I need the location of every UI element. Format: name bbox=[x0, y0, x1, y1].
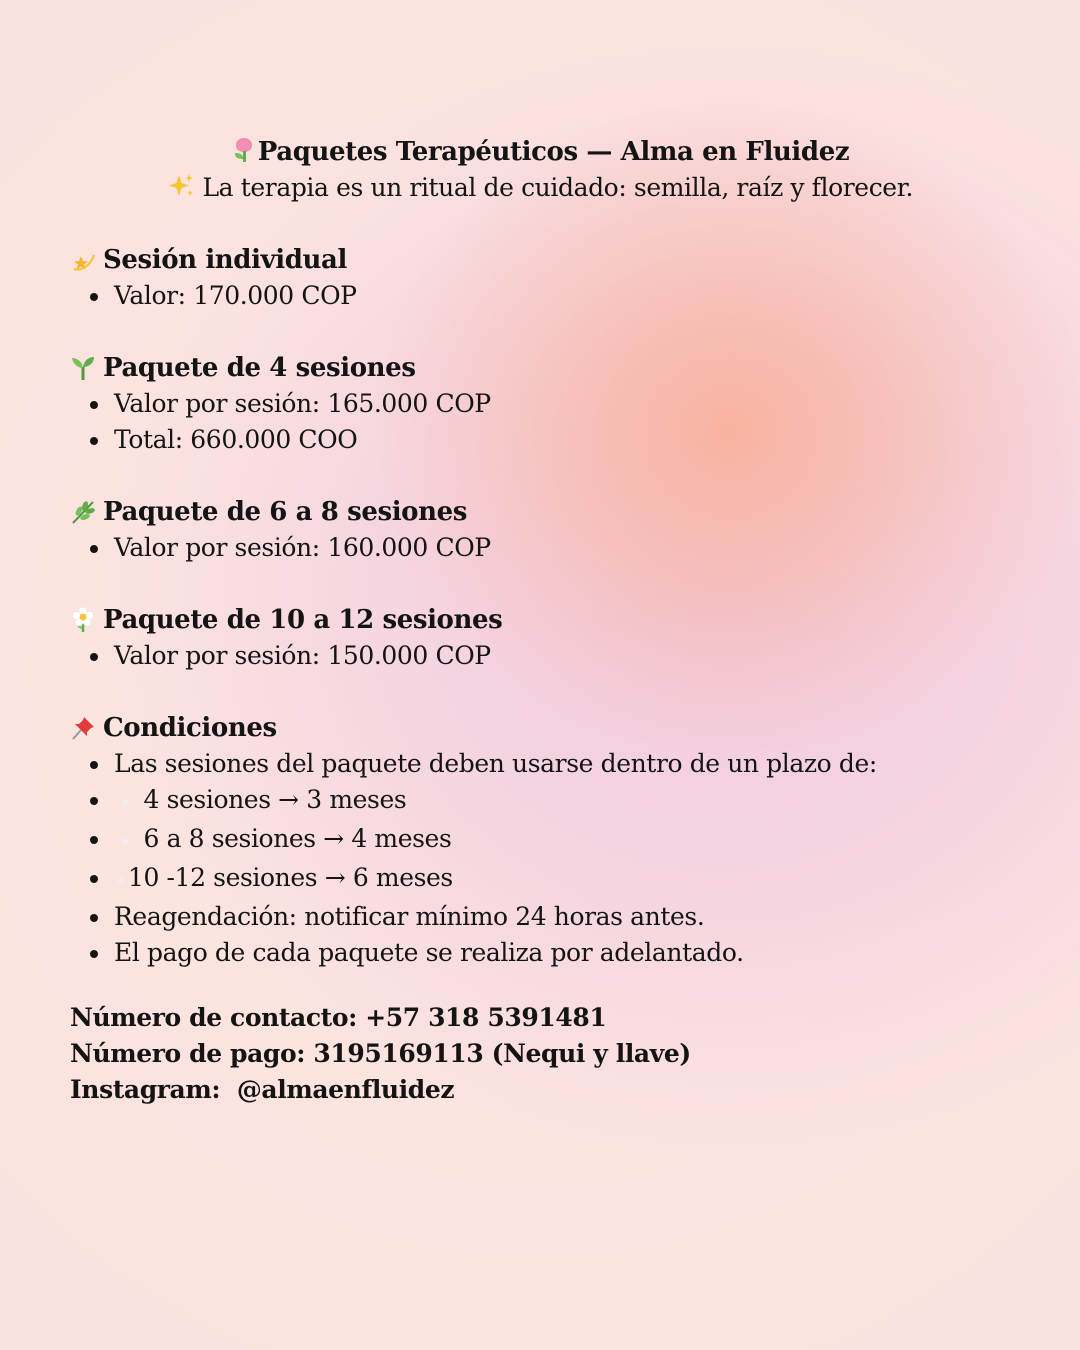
list-item: Valor por sesión: 165.000 COP bbox=[70, 386, 1030, 422]
section-list bbox=[70, 746, 1030, 971]
section-title: Paquete de 10 a 12 sesiones bbox=[70, 602, 1030, 638]
section-4-sessions bbox=[70, 350, 1030, 458]
section-list bbox=[70, 386, 1030, 458]
section-6-8-sessions bbox=[70, 494, 1030, 566]
tulip-icon bbox=[231, 137, 257, 163]
seedling-icon bbox=[70, 355, 96, 381]
sparkle-icon: ✦ bbox=[118, 832, 132, 851]
page-title: Paquetes Terapéuticos — Alma en Fluidez bbox=[0, 134, 1080, 170]
instagram-handle: Instagram: @almaenfluidez bbox=[70, 1075, 455, 1104]
pushpin-icon bbox=[70, 715, 96, 741]
contact-info bbox=[70, 1000, 1030, 1108]
sparkle-icon: ✦ bbox=[118, 793, 132, 812]
header bbox=[0, 134, 1080, 206]
list-item: Valor: 170.000 COP bbox=[70, 278, 1030, 314]
list-item: Las sesiones del paquete deben usarse dentro de un plazo de: bbox=[70, 746, 1030, 782]
section-individual bbox=[70, 242, 1030, 314]
payment-number: Número de pago: 3195169113 (Nequi y llave) bbox=[70, 1039, 691, 1068]
list-item: Reagendación: notificar mínimo 24 horas antes. bbox=[70, 899, 1030, 935]
section-10-12-sessions bbox=[70, 602, 1030, 674]
list-item: Valor por sesión: 150.000 COP bbox=[70, 638, 1030, 674]
section-list bbox=[70, 530, 1030, 566]
section-title: Sesión individual bbox=[70, 242, 1030, 278]
list-item: ✦ 6 a 8 sesiones → 4 meses bbox=[70, 821, 1030, 860]
herb-icon bbox=[70, 499, 96, 525]
list-item: Total: 660.000 COO bbox=[70, 422, 1030, 458]
list-item: ✦10 -12 sesiones → 6 meses bbox=[70, 860, 1030, 899]
sparkles-icon bbox=[167, 173, 195, 199]
section-list bbox=[70, 278, 1030, 314]
blossom-icon bbox=[70, 607, 96, 633]
section-title: Condiciones bbox=[70, 710, 1030, 746]
list-item: El pago de cada paquete se realiza por adelantado. bbox=[70, 935, 1030, 971]
list-item: ✦ 4 sesiones → 3 meses bbox=[70, 782, 1030, 821]
list-item: Valor por sesión: 160.000 COP bbox=[70, 530, 1030, 566]
contact-phone: Número de contacto: +57 318 5391481 bbox=[70, 1003, 607, 1032]
page-subtitle: La terapia es un ritual de cuidado: semilla, raíz y florecer. bbox=[0, 170, 1080, 206]
section-list bbox=[70, 638, 1030, 674]
section-conditions bbox=[70, 710, 1030, 971]
dizzy-star-icon bbox=[70, 247, 96, 273]
section-title: Paquete de 4 sesiones bbox=[70, 350, 1030, 386]
sparkle-icon: ✦ bbox=[114, 871, 128, 890]
section-title: Paquete de 6 a 8 sesiones bbox=[70, 494, 1030, 530]
